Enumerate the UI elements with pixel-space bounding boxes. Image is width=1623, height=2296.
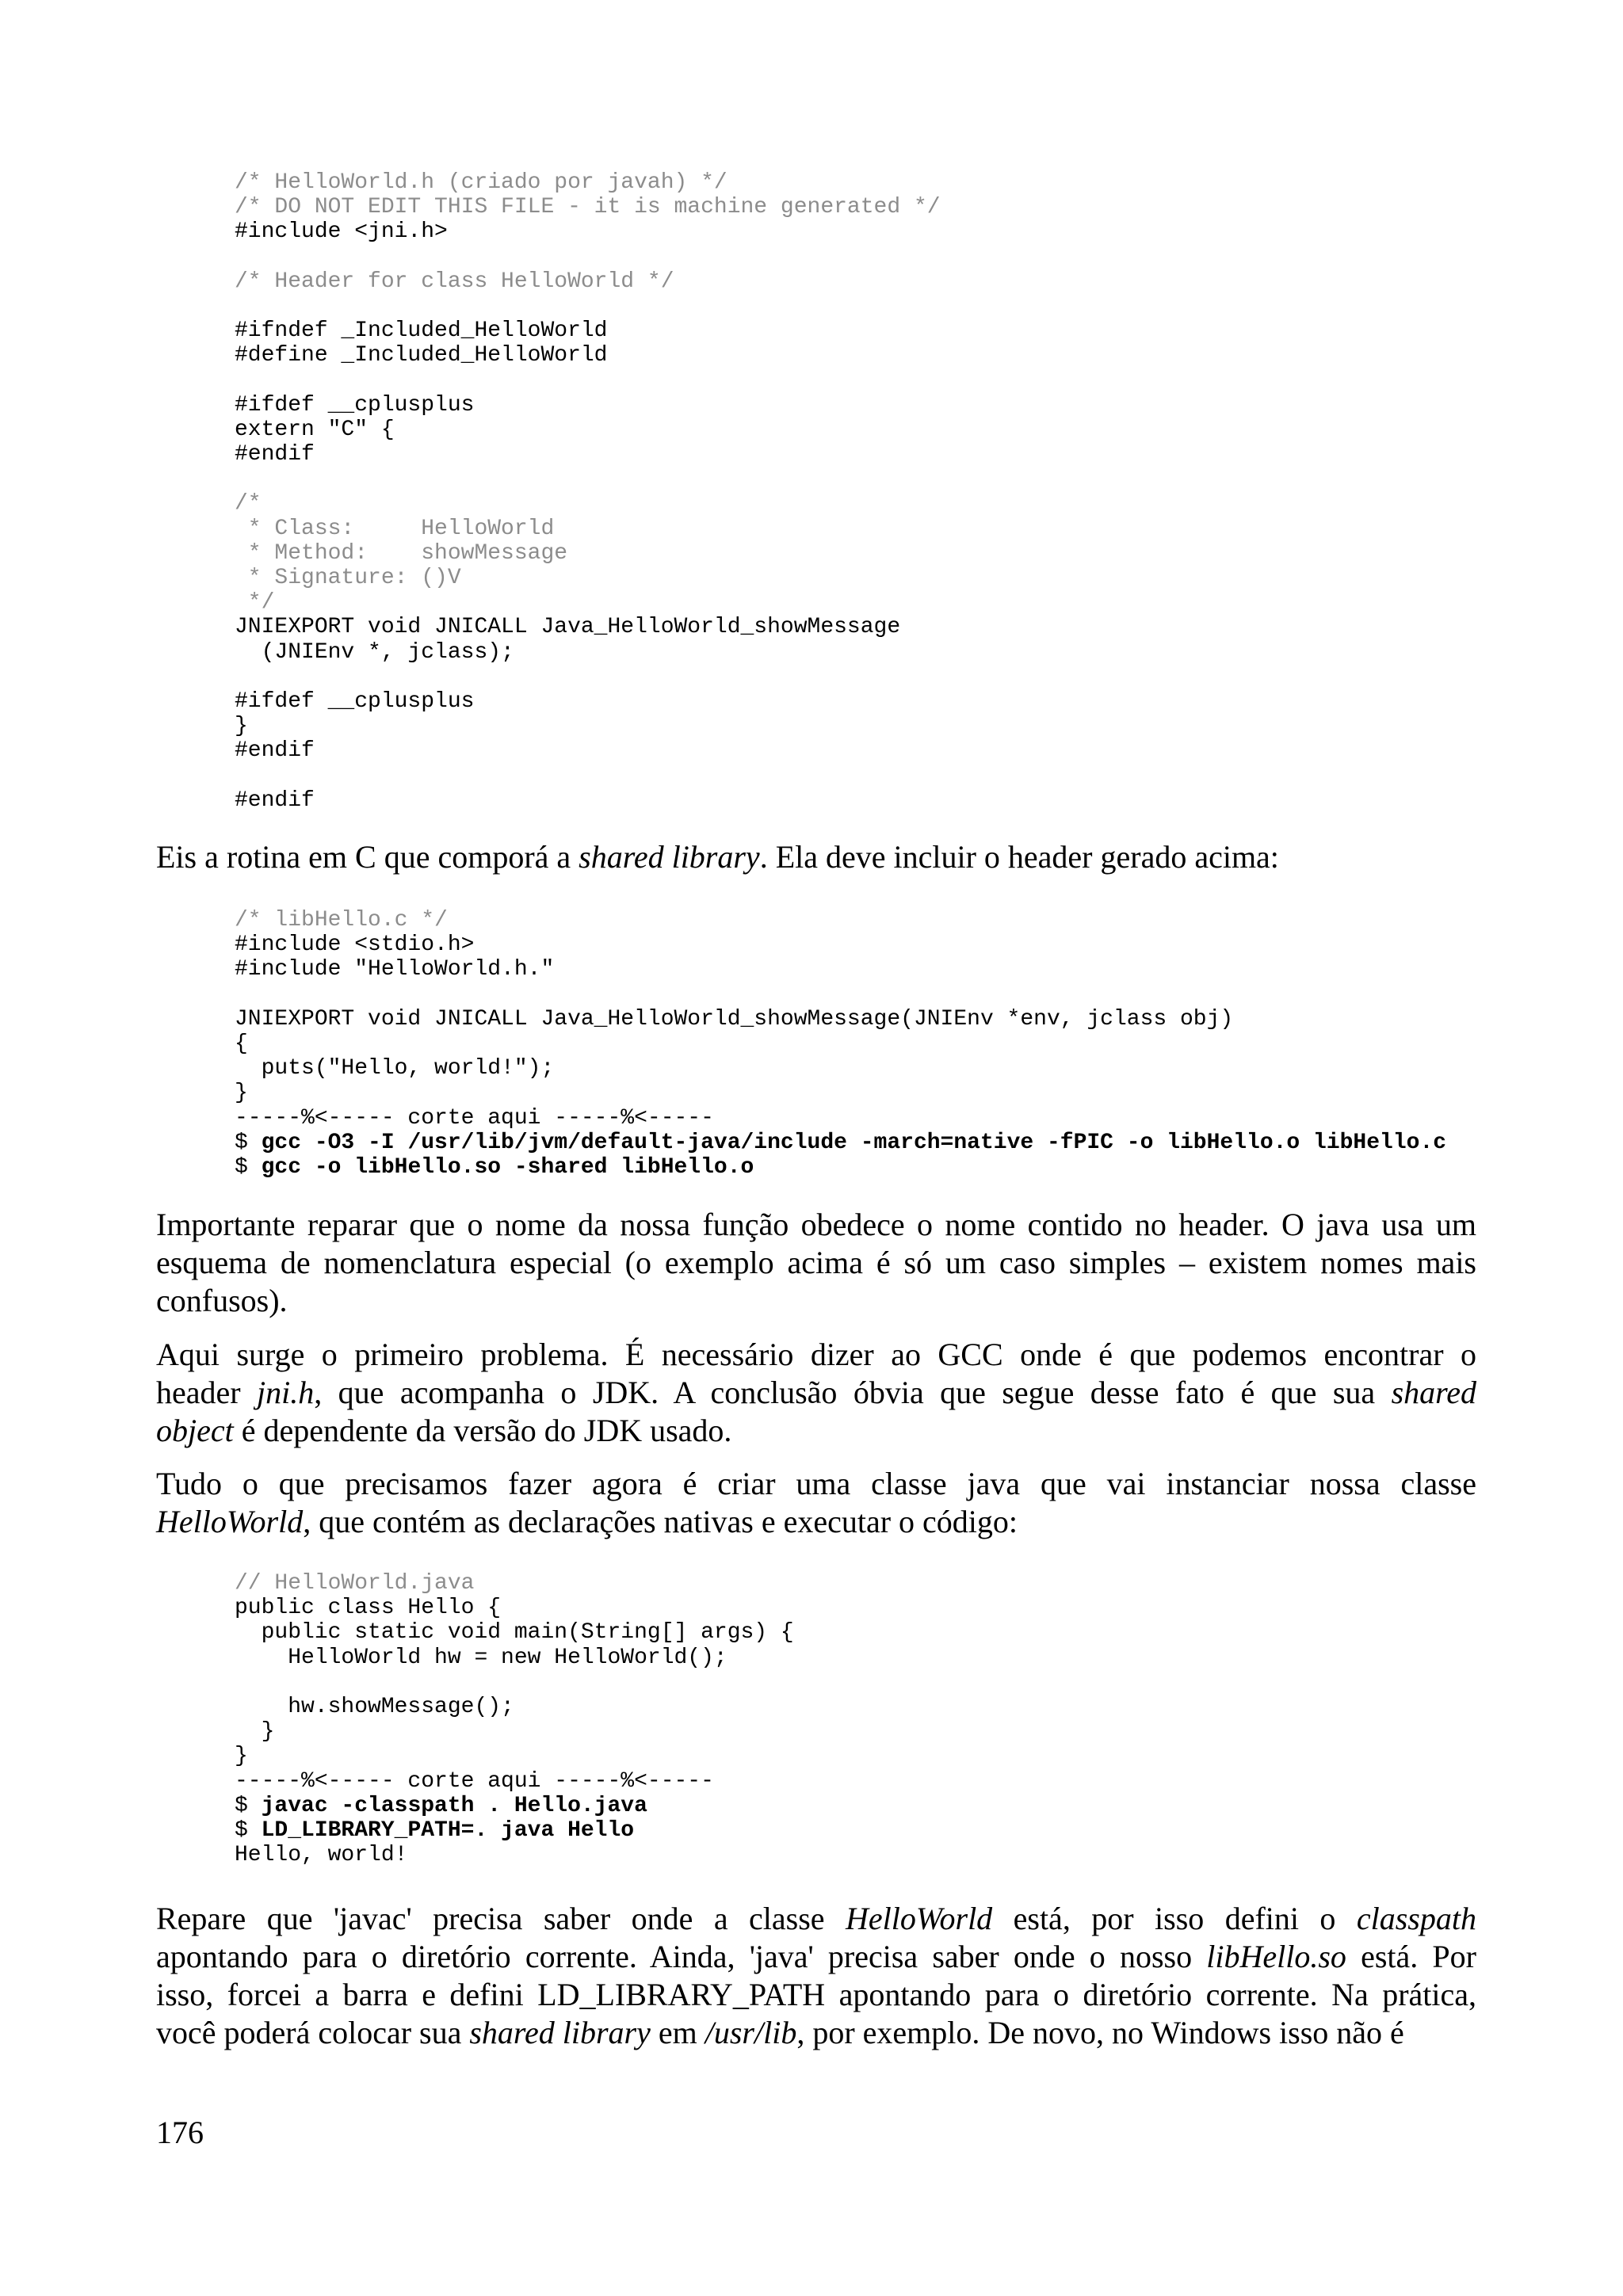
code-text: $: [235, 1793, 262, 1818]
code-text: $: [235, 1154, 262, 1180]
text-line: [156, 1244, 1476, 1282]
text-run: , que contém as declarações nativas e executar o código:: [303, 1504, 1018, 1539]
italic-term: shared library: [469, 2015, 651, 2050]
text-run: Tudo o que precisamos fazer agora é criar uma classe java que vai instanciar nossa classe: [156, 1466, 1476, 1501]
text-line: [156, 2014, 1476, 2052]
code-line: [235, 1007, 1446, 1032]
text-run: apontando para o diretório corrente. Ainda, 'java' precisa saber onde o nosso: [156, 1939, 1207, 1974]
code-text: public class Hello {: [235, 1596, 502, 1621]
code-line: #include <jni.h>: [235, 219, 448, 245]
code-line: * Class: HelloWorld: [235, 516, 555, 541]
code-line: (JNIEnv *, jclass);: [235, 639, 514, 665]
text-run: , por exemplo. De novo, no Windows isso não é: [796, 2015, 1404, 2050]
code-line: /* HelloWorld.h (criado por javah) */: [235, 170, 727, 195]
italic-term: HelloWorld: [156, 1504, 304, 1539]
code-text: }: [235, 1719, 275, 1745]
code-line: [235, 1646, 794, 1670]
shell-command: gcc -o libHello.so -shared libHello.o: [261, 1154, 754, 1180]
code-text: puts("Hello, world!");: [235, 1056, 555, 1081]
code-line: }: [235, 714, 248, 739]
code-line: #endif: [235, 738, 315, 764]
code-line: * Method: showMessage: [235, 540, 568, 566]
code-line: [235, 1843, 794, 1867]
code-text: -----%<----- corte aqui -----%<-----: [235, 1768, 714, 1794]
code-line: [235, 1818, 794, 1843]
code-line: [235, 294, 941, 318]
text-run: está. Por: [1346, 1939, 1476, 1974]
code-line: /*: [235, 491, 262, 517]
page-number: 176: [156, 2115, 204, 2150]
text-line: [156, 838, 1476, 876]
code-line: [235, 1719, 794, 1744]
code-line: JNIEXPORT void JNICALL Java_HelloWorld_showMessage: [235, 615, 901, 640]
code-line: [235, 665, 941, 689]
code-line: [235, 1106, 1446, 1131]
code-line: [235, 1131, 1446, 1155]
text-run: isso, forcei a barra e defini LD_LIBRARY_PATH apontando para o diretório corrente. Na prática,: [156, 1977, 1476, 2012]
code-block-hello-java: [235, 1571, 794, 1867]
paragraph-classpath-explanation: [156, 1900, 1476, 2052]
code-text: hw.showMessage();: [235, 1694, 514, 1719]
code-line: [235, 957, 1446, 982]
shell-command: gcc -O3 -I /usr/lib/jvm/default-java/include -march=native -fPIC -o libHello.o libHello.c: [261, 1130, 1447, 1155]
text-run: em: [650, 2015, 705, 2050]
code-line: [235, 933, 1446, 957]
italic-term: classpath: [1356, 1901, 1476, 1936]
text-line: [156, 1938, 1476, 1976]
code-line: extern "C" {: [235, 417, 395, 442]
text-line: [156, 1336, 1476, 1374]
italic-term: jni.h: [257, 1375, 315, 1410]
code-line: */: [235, 590, 275, 616]
code-block-libhello-c: [235, 908, 1446, 1180]
code-text: $: [235, 1817, 262, 1843]
code-line: [235, 368, 941, 393]
code-text: // HelloWorld.java: [235, 1571, 475, 1596]
code-line: [235, 1571, 794, 1596]
code-text: -----%<----- corte aqui -----%<-----: [235, 1105, 714, 1131]
text-run: Repare que 'javac' precisa saber onde a classe: [156, 1901, 846, 1936]
text-run: confusos).: [156, 1283, 288, 1318]
code-line: [235, 1695, 794, 1719]
italic-term: shared library: [579, 839, 760, 875]
text-run: Aqui surge o primeiro problema. É necessário dizer ao GCC onde é que podemos encontrar o: [156, 1337, 1476, 1372]
text-line: [156, 1374, 1476, 1412]
code-text: HelloWorld hw = new HelloWorld();: [235, 1645, 727, 1670]
text-line: [156, 1900, 1476, 1938]
code-line: #endif: [235, 442, 315, 467]
code-line: [235, 982, 1446, 1007]
code-line: [235, 1769, 794, 1794]
text-line: [156, 1412, 1476, 1450]
text-run: esquema de nomenclatura especial (o exemplo acima é só um caso simples – existem nomes mais: [156, 1245, 1476, 1280]
code-text: /* libHello.c */: [235, 908, 448, 933]
italic-term: object: [156, 1413, 234, 1448]
code-line: #endif: [235, 788, 315, 813]
code-line: [235, 1081, 1446, 1105]
code-line: #ifdef __cplusplus: [235, 392, 475, 418]
code-line: /* DO NOT EDIT THIS FILE - it is machine generated */: [235, 195, 941, 220]
text-run: , que acompanha o JDK. A conclusão óbvia que segue desse fato é que sua: [314, 1375, 1392, 1410]
paragraph-java-class: [156, 1465, 1476, 1541]
code-text: Hello, world!: [235, 1843, 408, 1868]
paragraph-function-naming: [156, 1206, 1476, 1320]
code-line: * Signature: ()V: [235, 566, 461, 590]
italic-term: HelloWorld: [845, 1901, 993, 1936]
paragraph-first-problem: [156, 1336, 1476, 1450]
code-line: [235, 1620, 794, 1645]
code-line: [235, 467, 941, 491]
code-block-helloworld-header: [235, 170, 941, 813]
text-run: é dependente da versão do JDK usado.: [233, 1413, 732, 1448]
code-text: JNIEXPORT void JNICALL Java_HelloWorld_showMessage(JNIEnv *env, jclass obj): [235, 1006, 1234, 1032]
code-line: #define _Included_HelloWorld: [235, 343, 608, 368]
code-line: #ifndef _Included_HelloWorld: [235, 318, 608, 344]
text-run: Eis a rotina em C que comporá a: [156, 839, 579, 875]
text-run: você poderá colocar sua: [156, 2015, 470, 2050]
code-text: #include "HelloWorld.h.": [235, 957, 555, 982]
code-line: [235, 1056, 1446, 1081]
code-text: #include <stdio.h>: [235, 933, 475, 958]
text-line: [156, 1206, 1476, 1244]
code-line: [235, 1744, 794, 1768]
italic-term: /usr/lib: [705, 2015, 797, 2050]
text-line: [156, 1282, 1476, 1320]
text-line: [156, 1976, 1476, 2014]
code-text: public static void main(String[] args) {: [235, 1620, 794, 1646]
code-line: #ifdef __cplusplus: [235, 688, 475, 714]
paragraph-shared-library-intro: [156, 838, 1476, 876]
code-line: [235, 1794, 794, 1818]
text-line: [156, 1465, 1476, 1503]
code-line: [235, 1670, 794, 1695]
code-line: [235, 1032, 1446, 1056]
italic-term: libHello.so: [1206, 1939, 1346, 1974]
text-run: está, por isso defini o: [992, 1901, 1357, 1936]
text-run: . Ela deve incluir o header gerado acima:: [759, 839, 1279, 875]
text-run: header: [156, 1375, 258, 1410]
code-text: }: [235, 1081, 248, 1106]
shell-command: LD_LIBRARY_PATH=. java Hello: [261, 1817, 635, 1843]
code-line: /* Header for class HelloWorld */: [235, 269, 674, 294]
text-run: Importante reparar que o nome da nossa função obedece o nome contido no header. O java usa um: [156, 1207, 1476, 1242]
code-text: $: [235, 1130, 262, 1155]
italic-term: shared: [1391, 1375, 1476, 1410]
code-line: [235, 764, 941, 788]
shell-command: javac -classpath . Hello.java: [261, 1793, 647, 1818]
code-line: [235, 1155, 1446, 1180]
code-line: [235, 1596, 794, 1620]
text-line: [156, 1503, 1476, 1541]
code-line: [235, 245, 941, 269]
code-line: [235, 908, 1446, 933]
code-text: {: [235, 1031, 248, 1056]
code-text: }: [235, 1744, 248, 1769]
